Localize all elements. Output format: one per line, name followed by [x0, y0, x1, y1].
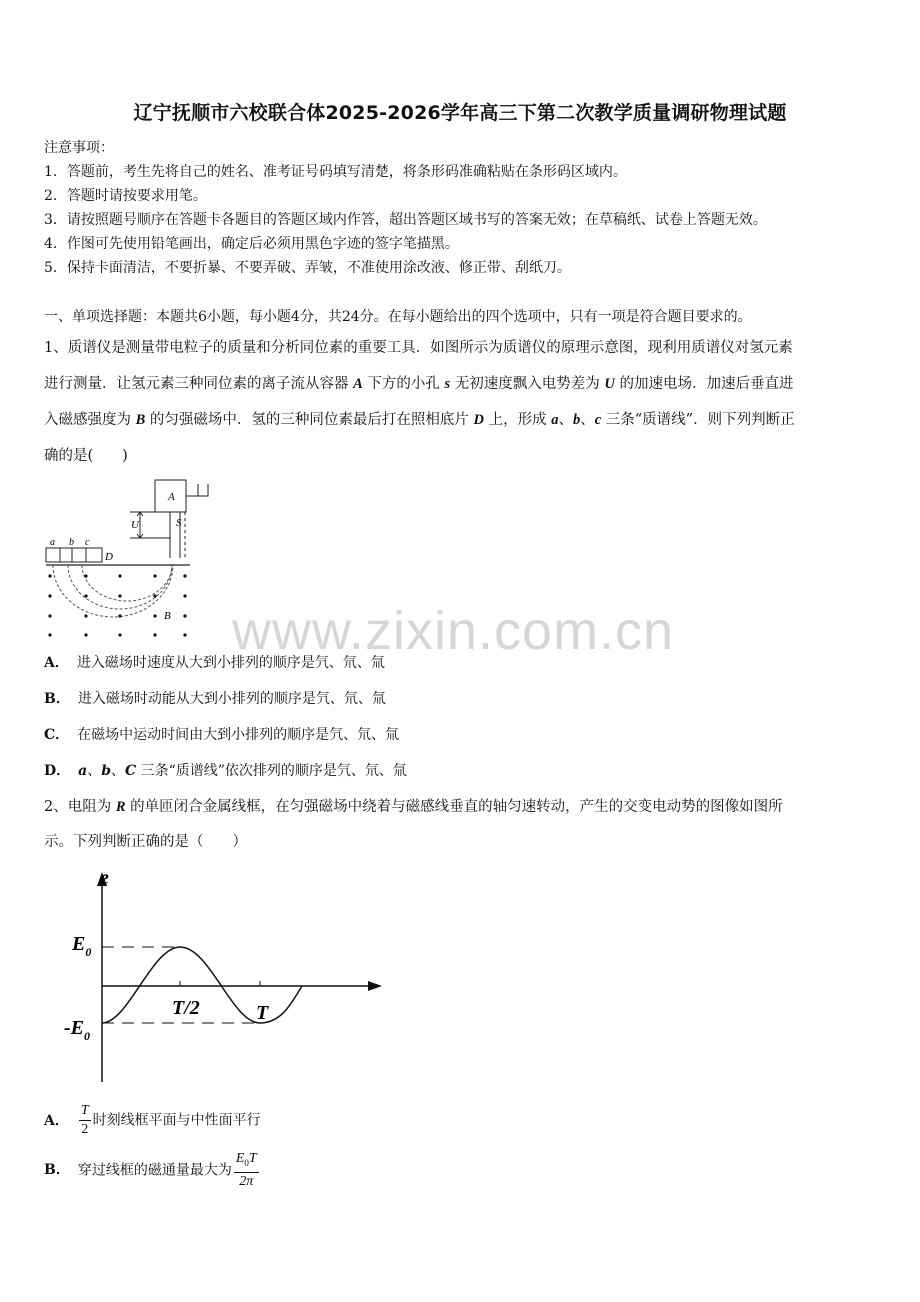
q1-line3: 入磁感强度为 B 的匀强磁场中．氢的三种同位素最后打在照相底片 D 上，形成 a、b、c 三条“质谱线”．则下列判断正	[44, 412, 795, 428]
label-T: T	[256, 1002, 269, 1024]
label-U: U	[131, 519, 139, 531]
q1-line1: 1、质谱仪是测量带电粒子的质量和分析同位素的重要工具．如图所示为质谱仪的原理示意图，现利用质谱仪对氢元素	[44, 340, 793, 356]
label-B: B	[164, 610, 171, 622]
q1-option-a[interactable]: A． 进入磁场时速度从大到小排列的顺序是氕、氘、氚	[44, 655, 385, 671]
q2-line2: 示。下列判断正确的是（ ）	[44, 834, 247, 850]
label-a: a	[50, 537, 55, 548]
notice-heading: 注意事项：	[44, 140, 114, 156]
q1-option-c[interactable]: C． 在磁场中运动时间由大到小排列的顺序是氕、氘、氚	[44, 727, 400, 743]
watermark: www.zixin.com.cn	[232, 601, 675, 661]
notice-item: 2．答题时请按要求用笔。	[44, 188, 207, 204]
section-heading: 一、单项选择题：本题共6小题，每小题4分，共24分。在每小题给出的四个选项中，只有一项是符合题目要求的。	[44, 309, 752, 325]
label-E0-bottom-sub: 0	[84, 1029, 90, 1043]
notice-item: 5．保持卡面清洁，不要折暴、不要弄破、弄皱，不准使用涂改液、修正带、刮纸刀。	[44, 260, 571, 276]
svg-text:-E0	[64, 1017, 90, 1043]
page-title: 辽宁抚顺市六校联合体2025-2026学年高三下第二次教学质量调研物理试题	[133, 102, 787, 124]
fraction-E0T-over-2pi: $\frac{E_0T}{2\pi}$	[235, 1151, 257, 1189]
label-D: D	[105, 551, 113, 563]
q1-option-d[interactable]: D． a、b、C 三条“质谱线”依次排列的顺序是氕、氘、氚	[44, 763, 407, 779]
q2-option-b[interactable]: B． 穿过线框的磁通量最大为 $\frac{E_0T}{2\pi}$	[44, 1151, 257, 1189]
svg-text:E0	[71, 933, 91, 959]
label-E0-top: E	[72, 933, 86, 955]
q1-line4: 确的是( )	[44, 448, 128, 464]
emf-graph	[60, 862, 390, 1088]
label-T-half: T/2	[172, 997, 200, 1019]
mass-spectrometer-diagram	[40, 472, 220, 642]
label-S: S	[176, 517, 182, 529]
axis-label-e: e	[100, 867, 109, 889]
q1-option-b[interactable]: B． 进入磁场时动能从大到小排列的顺序是氕、氘、氚	[44, 691, 386, 707]
notice-item: 3．请按照题号顺序在答题卡各题目的答题区域内作答，超出答题区域书写的答案无效；在草稿纸、试卷上答题无效。	[44, 212, 767, 228]
label-A: A	[168, 491, 175, 503]
label-b: b	[69, 537, 74, 548]
notice-item: 4．作图可先使用铅笔画出，确定后必须用黑色字迹的签字笔描黑。	[44, 236, 459, 252]
q2-line1: 2、电阻为 R 的单匝闭合金属线框，在匀强磁场中绕着与磁感线垂直的轴匀速转动，产生的交变电动势的图像如图所	[44, 799, 783, 815]
label-E0-top-sub: 0	[85, 945, 92, 959]
q1-line2: 进行测量．让氢元素三种同位素的离子流从容器 A 下方的小孔 s 无初速度飘入电势差为 U 的加速电场．加速后垂直进	[44, 376, 794, 392]
label-c: c	[85, 537, 90, 548]
q2-option-a[interactable]: A． $\frac{T}{2}$ 时刻线框平面与中性面平行	[44, 1103, 261, 1137]
notice-item: 1．答题前，考生先将自己的姓名、准考证号码填写清楚，将条形码准确粘贴在条形码区域内。	[44, 164, 627, 180]
label-E0-bottom: -E	[64, 1017, 84, 1039]
fraction-T-over-2: $\frac{T}{2}$	[80, 1103, 89, 1137]
